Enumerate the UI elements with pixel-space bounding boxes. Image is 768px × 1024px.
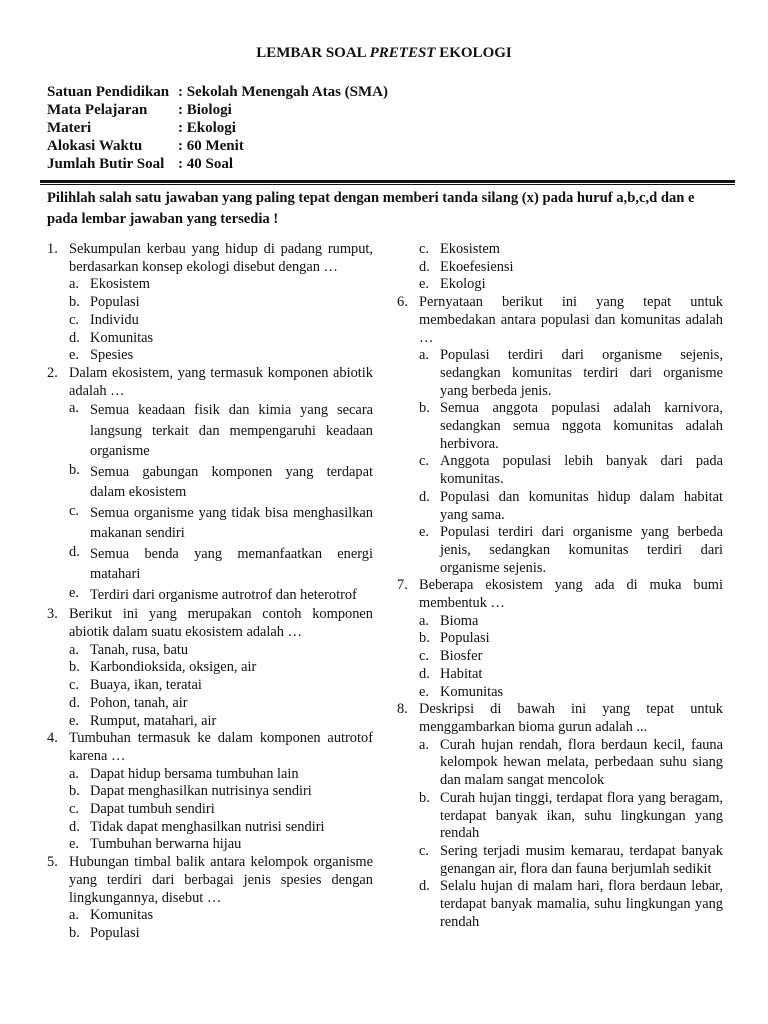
title-suffix: EKOLOGI <box>435 45 512 61</box>
meta-label: Alokasi Waktu <box>47 138 143 154</box>
option-letter: c. <box>419 241 429 257</box>
answer-option <box>397 241 723 259</box>
answer-option <box>47 659 373 677</box>
option-letter: d. <box>69 818 80 835</box>
option-text: Karbondioksida, oksigen, air <box>90 659 257 676</box>
answer-option <box>47 585 373 606</box>
answer-option <box>47 400 373 462</box>
answer-option <box>47 766 373 784</box>
option-letter: a. <box>419 736 429 753</box>
option-text: Rumput, matahari, air <box>90 712 217 729</box>
option-letter: c. <box>419 648 429 665</box>
answer-option <box>47 544 373 585</box>
meta-row-mapel <box>47 101 388 119</box>
meta-value: : 40 Soal <box>178 156 234 172</box>
question-text: Sekumpulan kerbau yang hidup di padang rumput, berdasarkan konsep ekologi disebut dengan … <box>69 241 373 275</box>
option-text: Tumbuhan berwarna hijau <box>90 836 242 853</box>
option-text: Dapat tumbuh sendiri <box>90 801 215 818</box>
option-text: Curah hujan tinggi, terdapat flora yang beragam, terdapat banyak ikan, suhu lingkungan yang rendah <box>440 789 723 842</box>
option-text: Habitat <box>440 665 483 682</box>
answer-option <box>397 347 723 400</box>
option-letter: c. <box>69 502 79 519</box>
option-letter: e. <box>69 712 79 729</box>
answer-option <box>47 276 373 294</box>
option-text: Biosfer <box>440 648 483 665</box>
option-text: Semua gabungan komponen yang terdapat dalam ekosistem <box>90 463 373 501</box>
option-text: Populasi <box>90 924 140 941</box>
answer-option <box>47 462 373 503</box>
answer-option <box>47 330 373 348</box>
option-letter: e. <box>69 584 79 601</box>
meta-row-waktu <box>47 137 388 155</box>
question-number: 7. <box>397 577 408 594</box>
meta-row-materi <box>47 119 388 137</box>
option-text: Populasi <box>440 630 490 647</box>
option-letter: a. <box>69 765 79 782</box>
answer-option <box>47 907 373 925</box>
question <box>47 241 373 276</box>
question-number: 4. <box>47 730 58 747</box>
question-text: Deskripsi di bawah ini yang tepat untuk menggambarkan bioma gurun adalah ... <box>419 701 723 735</box>
instruction-text: Pilihlah salah satu jawaban yang paling tepat dengan memberi tanda silang (x) pada huruf a,b,c,d dan e pada lembar jawaban yang tersedia ! <box>47 190 695 227</box>
option-letter: e. <box>419 683 429 700</box>
question-text: Berikut ini yang merupakan contoh komponen abiotik dalam suatu ekosistem adalah … <box>69 606 373 641</box>
option-letter: b. <box>419 400 430 417</box>
option-letter: c. <box>419 842 429 859</box>
answer-option <box>397 684 723 702</box>
question-column-left <box>47 241 373 943</box>
question <box>397 577 723 612</box>
option-letter: e. <box>69 347 79 364</box>
meta-value: : Ekologi <box>178 120 236 136</box>
title-italic: PRETEST <box>369 45 436 61</box>
document-meta <box>47 83 388 173</box>
option-text: Komunitas <box>440 683 504 700</box>
answer-option <box>397 259 723 277</box>
title-prefix: LEMBAR SOAL <box>256 45 370 61</box>
option-text: Dapat hidup bersama tumbuhan lain <box>90 765 299 782</box>
page-title <box>0 45 768 62</box>
answer-option <box>47 925 373 943</box>
option-text: Ekologi <box>440 276 486 293</box>
option-text: Semua benda yang memanfaatkan energi matahari <box>90 545 373 583</box>
option-text: Semua keadaan fisik dan kimia yang secara langsung terkait dan mempengaruhi keadaan organisme <box>90 402 373 460</box>
option-letter: d. <box>419 488 430 505</box>
option-text: Terdiri dari organisme autrotrof dan heterotrof <box>90 586 357 603</box>
option-letter: d. <box>69 329 80 346</box>
option-text: Tanah, rusa, batu <box>90 641 189 658</box>
answer-option <box>397 630 723 648</box>
option-letter: a. <box>69 641 79 658</box>
answer-option <box>47 783 373 801</box>
option-text: Bioma <box>440 612 479 629</box>
option-text: Dapat menghasilkan nutrisinya sendiri <box>90 783 312 800</box>
answer-option <box>47 347 373 365</box>
option-text: Ekoefesiensi <box>440 258 514 275</box>
answer-option <box>47 801 373 819</box>
question-text: Pernyataan berikut ini yang tepat untuk membedakan antara populasi dan komunitas adalah … <box>419 294 723 346</box>
option-letter: d. <box>419 258 430 275</box>
option-text: Populasi terdiri dari organisme yang berbeda jenis, sedangkan komunitas terdiri dari organisme sejenis. <box>440 524 723 576</box>
answer-option <box>397 613 723 631</box>
option-letter: d. <box>419 878 430 895</box>
question <box>47 730 373 765</box>
answer-option <box>397 453 723 488</box>
option-text: Individu <box>90 311 139 328</box>
meta-label: Materi <box>47 120 92 136</box>
answer-option <box>47 677 373 695</box>
divider-thin <box>40 184 735 185</box>
answer-option <box>397 524 723 577</box>
question <box>397 294 723 347</box>
answer-option <box>397 737 723 790</box>
answer-option <box>397 878 723 931</box>
question-text: Hubungan timbal balik antara kelompok organisme yang terdiri dari berbagai jenis spesies dengan lingkungannya, disebut … <box>69 854 373 906</box>
question-text: Dalam ekosistem, yang termasuk komponen abiotik adalah … <box>69 364 373 399</box>
option-letter: b. <box>69 783 80 800</box>
meta-row-satuan <box>47 83 388 101</box>
option-letter: c. <box>69 801 79 818</box>
option-text: Sering terjadi musim kemarau, terdapat banyak genangan air, flora dan fauna berjumlah sedikit <box>440 842 723 877</box>
option-letter: b. <box>419 630 430 647</box>
answer-option <box>47 695 373 713</box>
option-letter: e. <box>69 836 79 853</box>
option-text: Semua organisme yang tidak bisa menghasilkan makanan sendiri <box>90 504 373 542</box>
option-text: Komunitas <box>90 329 154 346</box>
meta-label: Mata Pelajaran <box>47 102 148 118</box>
question-text: Tumbuhan termasuk ke dalam komponen autrotof karena … <box>69 730 373 764</box>
option-text: Curah hujan rendah, flora berdaun kecil, fauna kelompok hewan melata, perbedaan suhu siang dan malam sangat mencolok <box>440 736 723 789</box>
option-letter: a. <box>419 347 429 364</box>
meta-label: Satuan Pendidikan <box>47 84 170 100</box>
divider-thick <box>40 180 735 183</box>
option-letter: b. <box>69 659 80 676</box>
option-letter: d. <box>69 543 80 560</box>
option-letter: c. <box>69 311 79 328</box>
option-text: Buaya, ikan, teratai <box>90 677 202 694</box>
answer-option <box>397 400 723 453</box>
answer-option <box>47 819 373 837</box>
question-number: 3. <box>47 606 58 623</box>
option-letter: b. <box>69 294 80 311</box>
answer-option <box>397 666 723 684</box>
option-letter: a. <box>69 907 79 924</box>
answer-option <box>397 843 723 878</box>
option-letter: e. <box>419 524 429 541</box>
answer-option <box>397 790 723 843</box>
answer-option <box>47 503 373 544</box>
question-number: 6. <box>397 294 408 311</box>
question-column-right <box>397 241 723 931</box>
option-text: Komunitas <box>90 907 154 924</box>
option-letter: c. <box>419 453 429 470</box>
question-text: Beberapa ekosistem yang ada di muka bumi membentuk … <box>419 577 723 612</box>
option-text: Populasi dan komunitas hidup dalam habitat yang sama. <box>440 488 723 523</box>
option-letter: a. <box>419 612 429 629</box>
option-text: Pohon, tanah, air <box>90 694 188 711</box>
answer-option <box>397 276 723 294</box>
question <box>47 365 373 400</box>
option-letter: b. <box>419 789 430 806</box>
meta-value: : Sekolah Menengah Atas (SMA) <box>178 84 389 100</box>
question-number: 2. <box>47 364 58 381</box>
option-letter: c. <box>69 677 79 694</box>
option-letter: d. <box>69 694 80 711</box>
question <box>47 606 373 641</box>
option-letter: a. <box>69 400 79 417</box>
answer-option <box>397 648 723 666</box>
answer-option <box>47 294 373 312</box>
option-letter: b. <box>69 924 80 941</box>
question <box>397 701 723 736</box>
answer-option <box>47 312 373 330</box>
option-letter: b. <box>69 461 80 478</box>
meta-value: : Biologi <box>178 102 232 118</box>
answer-option <box>47 713 373 731</box>
option-text: Semua anggota populasi adalah karnivora, sedangkan semua nggota komunitas adalah herbivora. <box>440 400 723 452</box>
option-letter: e. <box>419 276 429 293</box>
option-text: Populasi terdiri dari organisme sejenis, sedangkan komunitas terdiri dari organisme yang berbeda jenis. <box>440 347 723 399</box>
answer-option <box>397 489 723 524</box>
option-text: Ekosistem <box>90 276 150 293</box>
meta-value: : 60 Menit <box>178 138 244 154</box>
answer-option <box>47 642 373 660</box>
meta-row-jumlah <box>47 155 388 173</box>
answer-option <box>47 836 373 854</box>
question-number: 1. <box>47 241 58 257</box>
question-number: 5. <box>47 854 58 871</box>
option-letter: d. <box>419 665 430 682</box>
option-letter: a. <box>69 276 79 293</box>
option-text: Tidak dapat menghasilkan nutrisi sendiri <box>90 818 325 835</box>
question-number: 8. <box>397 701 408 718</box>
option-text: Populasi <box>90 294 140 311</box>
option-text: Anggota populasi lebih banyak dari pada komunitas. <box>440 453 723 488</box>
option-text: Spesies <box>90 347 134 364</box>
option-text: Ekosistem <box>440 241 500 257</box>
meta-label: Jumlah Butir Soal <box>47 156 165 172</box>
question <box>47 854 373 907</box>
option-text: Selalu hujan di malam hari, flora berdaun lebar, terdapat banyak mamalia, suhu lingkungan yang rendah <box>440 878 723 930</box>
